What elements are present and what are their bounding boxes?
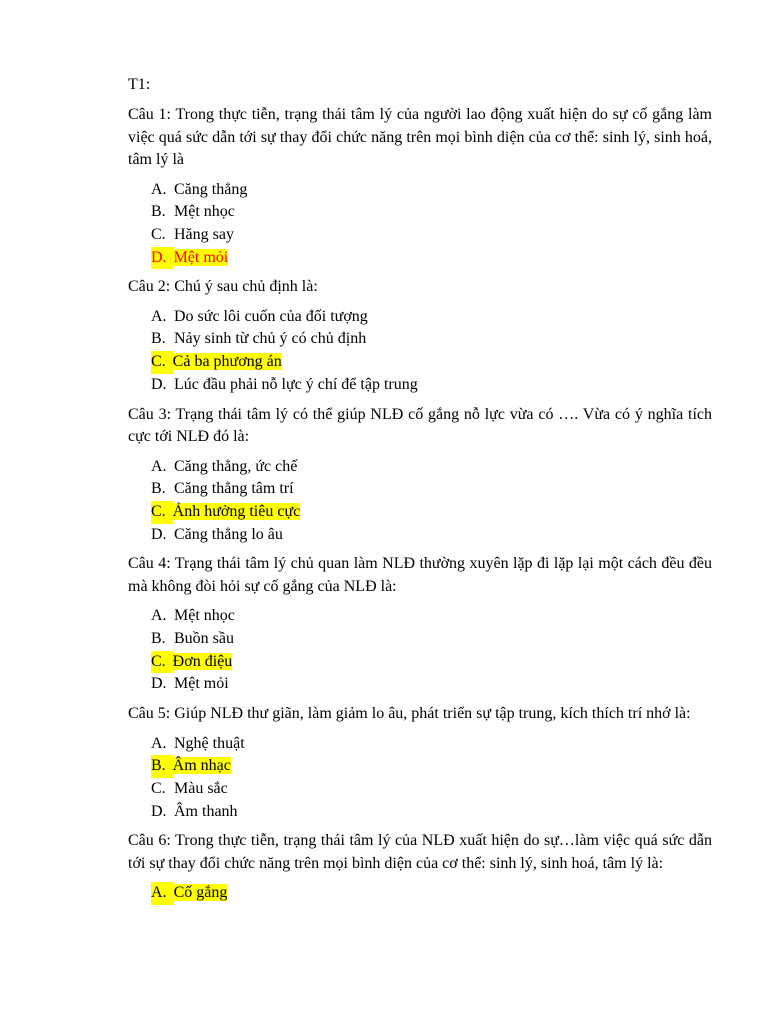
option-d xyxy=(151,374,712,397)
option-text: Âm thanh xyxy=(174,802,238,820)
option-text: Đơn điệu xyxy=(172,652,233,670)
question-1: Câu 1: Trong thực tiễn, trạng thái tâm lý của người lao động xuất hiện do sự cố gắng làm việc quá sức dẫn tới sự thay đổi chức năng trên mọi bình diện của cơ thể: sinh lý, sinh hoá, tâm lý là xyxy=(128,106,712,168)
option-text: Cả ba phương án xyxy=(172,353,282,371)
question-3: Câu 3: Trạng thái tâm lý có thể giúp NLĐ cố gắng nỗ lực vừa có …. Vừa có ý nghĩa tích cực tới NLĐ đó là: xyxy=(128,405,712,445)
option-b xyxy=(151,328,712,351)
option-b xyxy=(151,628,712,651)
option-text: Màu sắc xyxy=(174,779,228,797)
option-letter: B. xyxy=(151,203,166,221)
option-d xyxy=(151,524,712,547)
option-text: Cố gắng xyxy=(173,884,228,902)
option-letter: C. xyxy=(151,225,166,243)
option-letter: A. xyxy=(151,457,167,475)
option-text: Mệt nhọc xyxy=(174,607,235,625)
option-text: Âm nhạc xyxy=(172,757,231,775)
option-letter: B. xyxy=(151,629,166,647)
option-text: Lúc đầu phải nỗ lực ý chí để tập trung xyxy=(174,375,418,393)
option-letter: A. xyxy=(151,734,167,752)
document-page xyxy=(128,74,712,912)
option-d xyxy=(151,673,712,696)
option-letter: B. xyxy=(151,330,166,348)
option-a xyxy=(151,179,712,202)
option-letter: D. xyxy=(151,675,167,693)
option-b-answer xyxy=(151,755,712,778)
option-b xyxy=(151,201,712,224)
option-text: Căng thẳng tâm trí xyxy=(174,480,294,498)
option-letter: D. xyxy=(151,802,167,820)
option-letter: A. xyxy=(151,607,167,625)
option-text: Căng thẳng xyxy=(174,180,248,198)
option-d xyxy=(151,801,712,824)
option-letter: C. xyxy=(151,501,173,524)
question-2: Câu 2: Chú ý sau chủ định là: xyxy=(128,278,318,296)
option-letter: D. xyxy=(151,247,174,270)
option-a xyxy=(151,306,712,329)
question-5: Câu 5: Giúp NLĐ thư giãn, làm giảm lo âu, phát triển sự tập trung, kích thích trí nhớ là: xyxy=(128,705,691,722)
option-text: Hăng say xyxy=(174,225,234,243)
question-5-options xyxy=(128,733,712,824)
option-letter: D. xyxy=(151,375,167,393)
option-c-answer xyxy=(151,501,712,524)
question-3-options xyxy=(128,456,712,547)
option-letter: C. xyxy=(151,651,173,674)
option-text: Do sức lôi cuốn của đối tượng xyxy=(174,307,368,325)
option-letter: C. xyxy=(151,779,166,797)
option-a xyxy=(151,456,712,479)
option-c-answer xyxy=(151,651,712,674)
option-c-answer xyxy=(151,351,712,374)
option-text: Mệt mỏi xyxy=(173,248,229,266)
option-c xyxy=(151,224,712,247)
section-header: T1: xyxy=(128,76,151,93)
option-text: Mệt nhọc xyxy=(174,203,235,221)
option-a xyxy=(151,605,712,628)
option-text: Căng thẳng, ức chế xyxy=(174,457,298,475)
question-4: Câu 4: Trạng thái tâm lý chủ quan làm NLĐ thường xuyên lặp đi lặp lại một cách đều đều mà không đòi hỏi sự cố gắng của NLĐ là: xyxy=(128,555,712,595)
option-a-answer xyxy=(151,882,712,905)
option-text: Buồn sầu xyxy=(174,629,234,647)
option-text: Ảnh hưởng tiêu cực xyxy=(172,502,301,520)
option-letter: C. xyxy=(151,351,173,374)
question-6: Câu 6: Trong thực tiễn, trạng thái tâm lý của NLĐ xuất hiện do sự…làm việc quá sức dẫn tới sự thay đổi chức năng trên mọi bình diện của cơ thể: sinh lý, sinh hoá, tâm lý là: xyxy=(128,832,712,872)
question-6-options xyxy=(128,882,712,905)
question-4-options xyxy=(128,605,712,696)
option-letter: A. xyxy=(151,882,174,905)
option-text: Nghệ thuật xyxy=(174,734,245,752)
option-d-answer xyxy=(151,247,712,270)
option-text: Mệt mỏi xyxy=(174,675,229,693)
option-letter: B. xyxy=(151,480,166,498)
option-text: Căng thẳng lo âu xyxy=(174,525,283,543)
option-c xyxy=(151,778,712,801)
option-letter: A. xyxy=(151,180,167,198)
option-letter: D. xyxy=(151,525,167,543)
option-letter: B. xyxy=(151,755,173,778)
option-a xyxy=(151,733,712,756)
question-2-options xyxy=(128,306,712,397)
option-text: Nảy sinh từ chủ ý có chủ định xyxy=(174,330,367,348)
option-b xyxy=(151,478,712,501)
question-1-options xyxy=(128,179,712,270)
option-letter: A. xyxy=(151,307,167,325)
